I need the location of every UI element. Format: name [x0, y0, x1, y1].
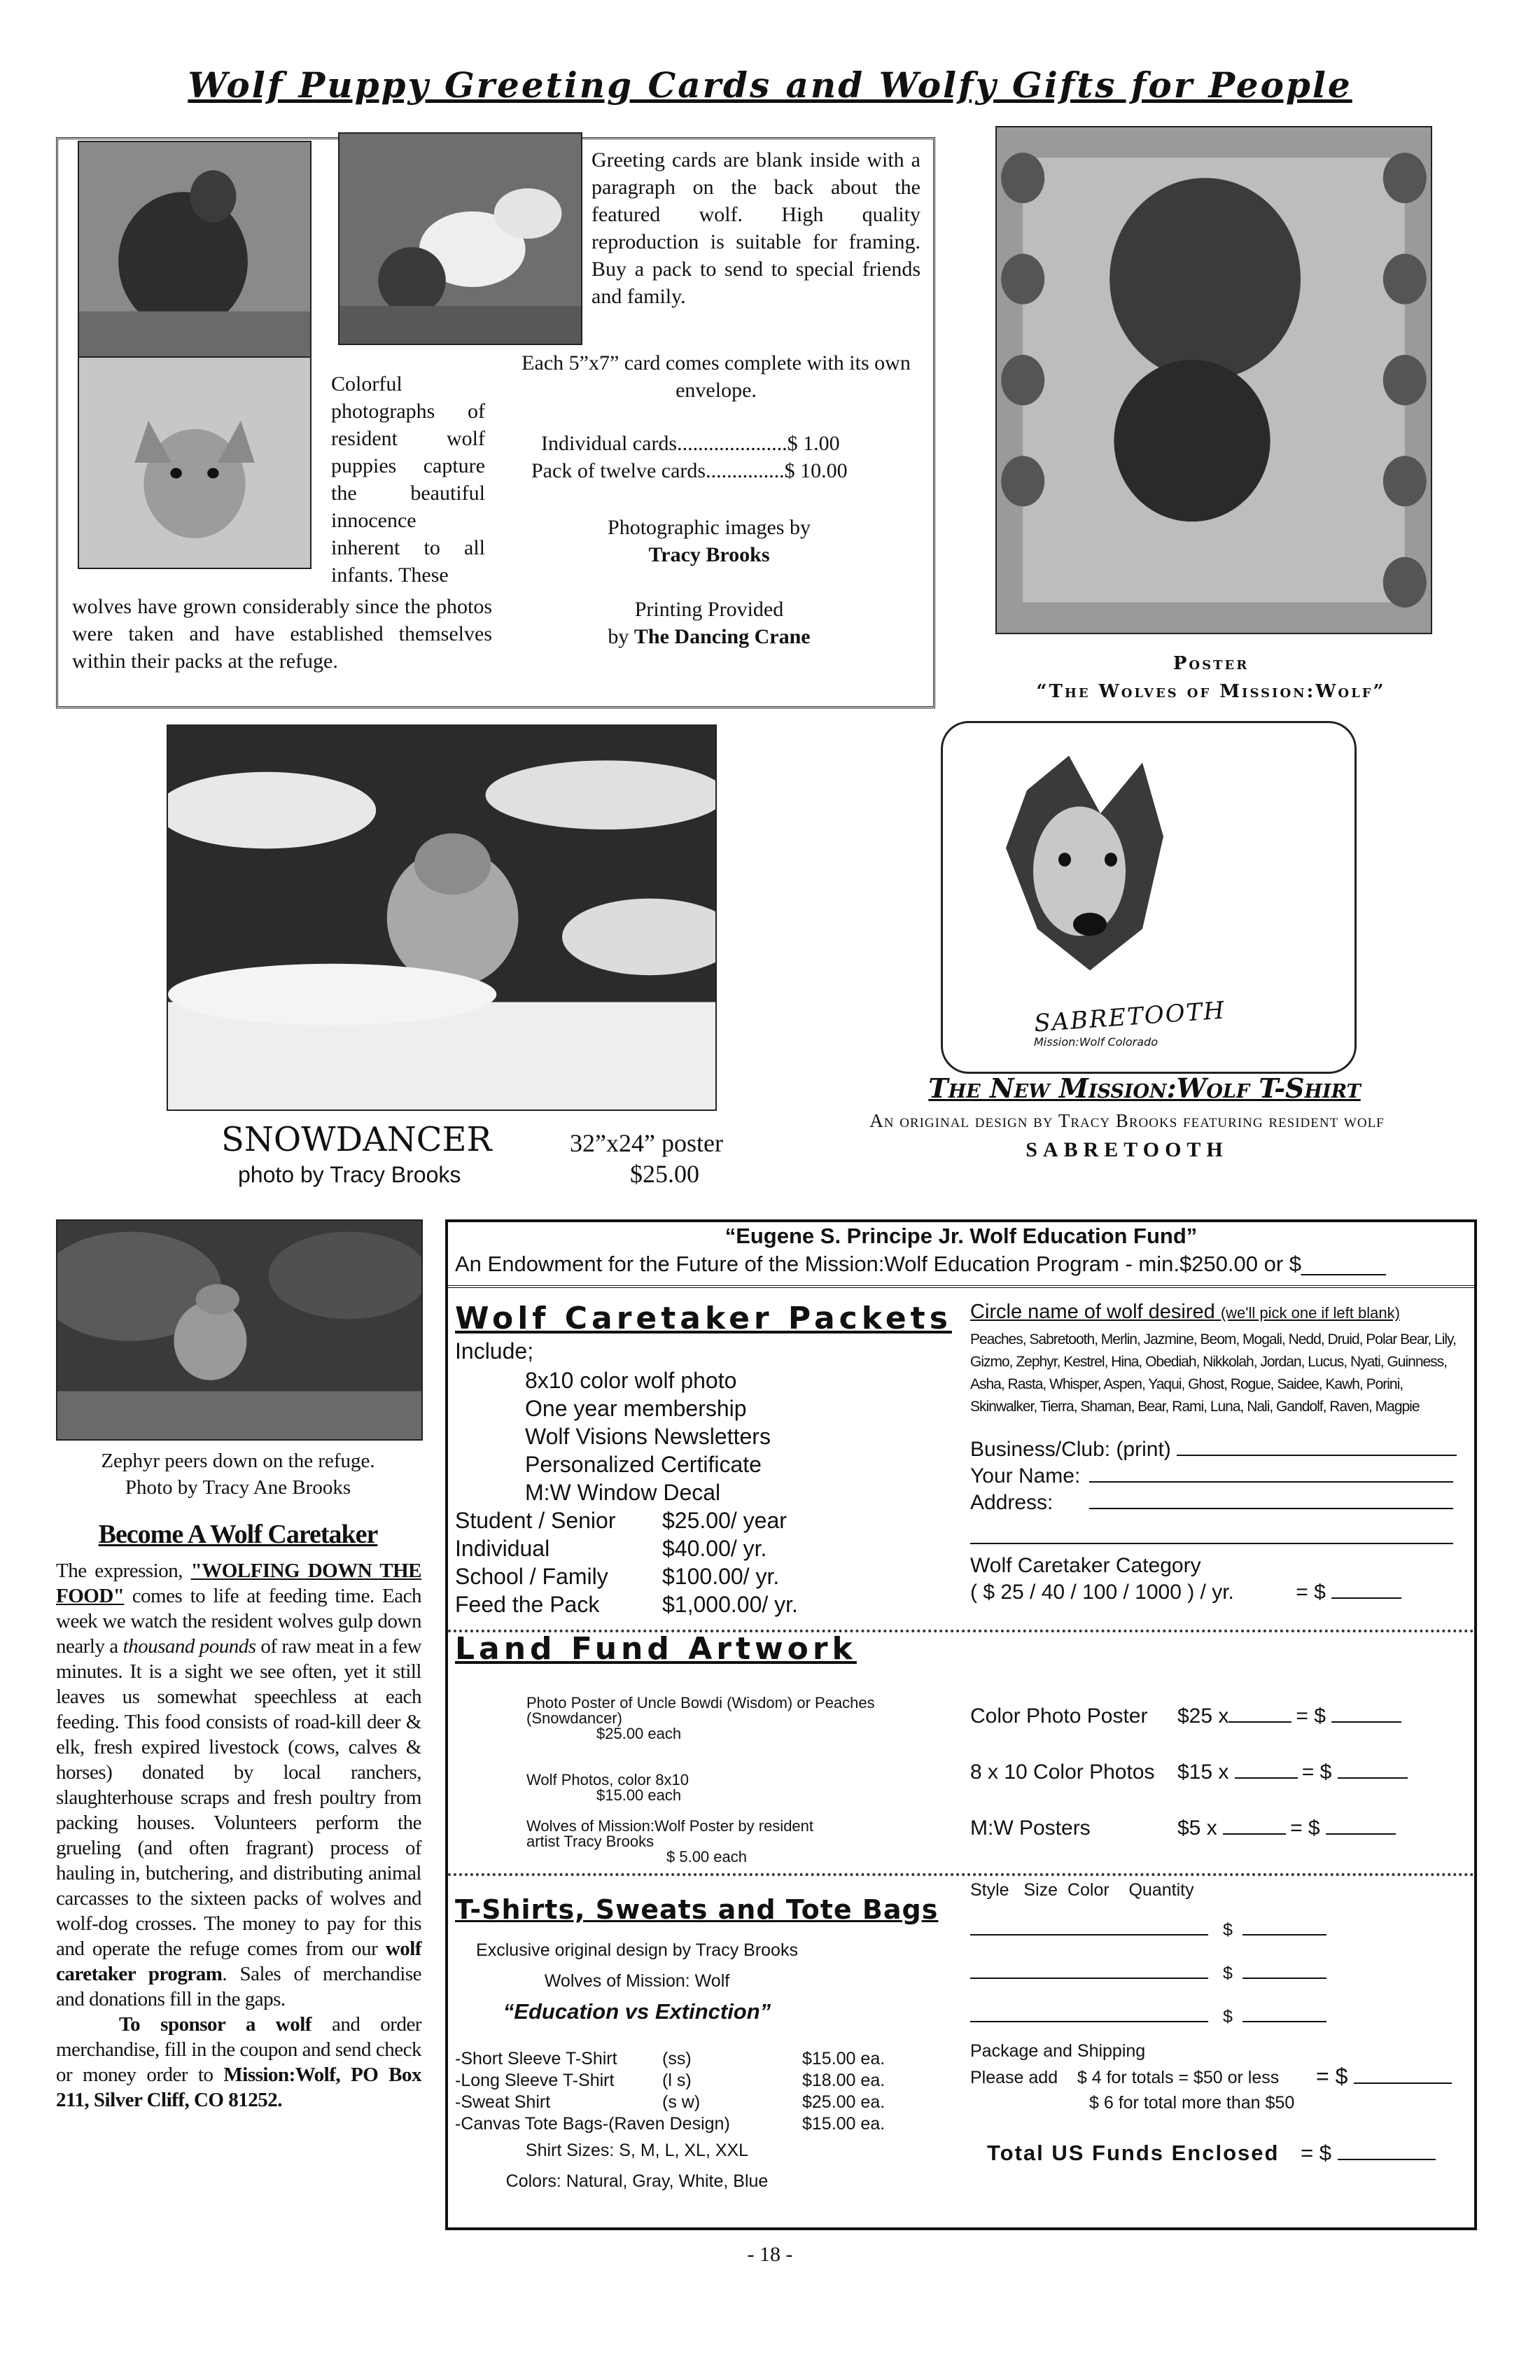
item-price: $18.00 ea. [802, 2071, 886, 2090]
tier-price: $100.00/ yr. [662, 1564, 780, 1589]
price-pack-label: Pack of twelve cards............... [531, 459, 785, 482]
total-row [987, 2141, 1436, 2166]
name-input[interactable] [1089, 1481, 1453, 1483]
packet-tier [455, 1506, 798, 1534]
tshirt-order-line [970, 1908, 1326, 1952]
fund-amount-field[interactable]: _______ [1301, 1252, 1386, 1276]
price-pack-value: $ 10.00 [784, 459, 848, 482]
tshirts-info [462, 1935, 812, 2027]
snowdancer-title: SNOWDANCER [221, 1120, 492, 1159]
amount-input[interactable] [1242, 1934, 1326, 1935]
packets-heading: Wolf Caretaker Packets [455, 1301, 952, 1336]
artwork-desc: Photo Poster of Uncle Bowdi (Wisdom) or Peaches (Snowdancer) [526, 1694, 875, 1727]
dollar-sign: $ [1222, 2007, 1233, 2026]
tshirt-colors: Colors: Natural, Gray, White, Blue [505, 2171, 769, 2191]
snowdancer-credit: photo by Tracy Brooks [238, 1162, 461, 1187]
category-label: Wolf Caretaker Category [970, 1554, 1201, 1577]
article-p2-bold: To sponsor a wolf [119, 2013, 312, 2036]
item-code: (l s) [662, 2071, 692, 2090]
dollar-sign: $ [1222, 1920, 1233, 1940]
tshirts-slogan: “Education vs Extinction” [503, 1999, 771, 2024]
price-individual-label: Individual cards..................... [541, 432, 788, 455]
tshirt-subtitle: An original design by Tracy Brooks featuring resident wolf [869, 1110, 1385, 1131]
style-input[interactable] [970, 2021, 1208, 2022]
shipping-line1: Please add $ 4 for totals = $50 or less [970, 2068, 1280, 2087]
tshirts-line1: Exclusive original design by Tracy Brooks [476, 1940, 798, 1960]
colorful-text-full: wolves have grown considerably since the photos were taken and have established themselves within their packs at the refuge. [72, 595, 492, 673]
total-label: Total US Funds Enclosed [987, 2141, 1280, 2165]
order-rate: $5 x [1177, 1816, 1217, 1840]
snowdancer-photo [167, 724, 717, 1111]
item-price: $25.00 ea. [802, 2092, 886, 2112]
tshirt-item [455, 2092, 885, 2113]
tier-price: $1,000.00/ yr. [662, 1592, 798, 1617]
snowdancer-price: $25.00 [630, 1160, 699, 1188]
order-eq: = $ [1290, 1816, 1320, 1840]
style-input[interactable] [970, 1977, 1208, 1979]
dollar-sign: $ [1222, 1963, 1233, 1983]
article-address: Mission:Wolf, PO Box 211, Silver Cliff, CO 81252. [56, 2064, 421, 2111]
shipping-eq: = $ [1316, 2064, 1348, 2089]
packet-item: 8x10 color wolf photo [525, 1368, 737, 1393]
shipping-amount [1316, 2064, 1452, 2090]
shipping-line2: $ 6 for total more than $50 [1089, 2093, 1295, 2113]
printing-by: by [608, 625, 629, 648]
tshirt-item [455, 2048, 885, 2070]
zephyr-caption [56, 1448, 420, 1501]
page-number: - 18 - [747, 2243, 793, 2266]
amount-input[interactable] [1338, 1777, 1408, 1779]
tshirt-logo-sub: Mission:Wolf Colorado [1034, 1035, 1158, 1049]
order-eq: = $ [1296, 1704, 1326, 1728]
photo-credit-name: Tracy Brooks [648, 543, 770, 566]
poster-line2: “The Wolves of Mission:Wolf” [1036, 681, 1386, 702]
amount-input[interactable] [1326, 1833, 1396, 1835]
address-input[interactable] [1089, 1508, 1453, 1509]
item-name: -Short Sleeve T-Shirt [455, 2049, 617, 2068]
order-label: M:W Posters [970, 1816, 1091, 1840]
artwork-desc: Wolves of Mission:Wolf Poster by resident artist Tracy Brooks [526, 1817, 814, 1850]
poster-line1: Poster [1172, 653, 1250, 674]
price-individual-value: $ 1.00 [787, 432, 840, 455]
cards-description: Greeting cards are blank inside with a paragraph on the back about the featured wolf. High quality reproduction is suitable for framing. Buy a pack to send to special friends and family. [592, 148, 920, 308]
packet-tier [455, 1562, 798, 1590]
business-label: Business/Club: (print) [970, 1438, 1171, 1461]
zephyr-caption-line1: Zephyr peers down on the refuge. [101, 1450, 375, 1472]
tshirt-item [455, 2070, 885, 2092]
price-pack [531, 459, 923, 483]
article-p1-bold: wolf caretaker program [56, 1938, 422, 1985]
item-name: -Long Sleeve T-Shirt [455, 2071, 615, 2090]
amount-input[interactable] [1242, 1977, 1326, 1979]
address-line-2[interactable] [970, 1543, 1453, 1544]
category-equals: = $ [1296, 1581, 1326, 1604]
wolves-poster-image [995, 126, 1432, 634]
tier-name: Individual [455, 1536, 550, 1561]
article-p1-d: . Sales of merchandise and donations fill in the gaps. [56, 1963, 421, 2010]
printing-credit [520, 596, 898, 650]
packet-tiers [455, 1506, 798, 1618]
tshirt-order-line [970, 1995, 1326, 2038]
printing-label: Printing Provided [634, 598, 784, 621]
coyote-pup-photo [78, 356, 312, 569]
packet-tier [455, 1534, 798, 1562]
packet-tier [455, 1590, 798, 1618]
photo-credit [520, 514, 898, 568]
item-price: $15.00 ea. [802, 2114, 886, 2134]
artwork-price: $15.00 each [596, 1786, 682, 1804]
white-puppies-photo [338, 132, 582, 345]
shipping-title: Package and Shipping [970, 2041, 1146, 2061]
tshirt-sizes-colors [462, 2135, 812, 2197]
order-row [970, 1688, 1408, 1744]
circle-wolf-label [970, 1301, 1400, 1324]
cards-envelope-note: Each 5”x7” card comes complete with its own envelope. [522, 351, 911, 402]
address-label: Address: [970, 1491, 1054, 1514]
fund-line [455, 1252, 1467, 1277]
fund-line-text: An Endowment for the Future of the Mission:Wolf Education Program - min.$250.00 or $ [455, 1252, 1302, 1276]
packet-item: Personalized Certificate [525, 1452, 762, 1477]
tier-name: Feed the Pack [455, 1592, 600, 1617]
tshirt-order-line [970, 1952, 1326, 1995]
item-code: (s w) [662, 2092, 701, 2112]
total-eq: = $ [1301, 2141, 1332, 2165]
photo-credit-label: Photographic images by [608, 516, 811, 539]
printing-name: The Dancing Crane [634, 625, 811, 648]
tshirt-order-lines [970, 1908, 1326, 2038]
article-p1-c: of raw meat in a few minutes. It is a sight we see often, yet it still leaves us somewhat speechless at each feeding. This food consists of road-kill deer & elk, fresh expired livestock (cows, calves & horses) donated by local ranchers, slaughterhouse scraps and fresh poultry from packing houses. Volunteers perform the grueling (and often fragrant) process of hauling in, butchering, and distributing animal carcasses to the sixteen packs of wolves and wolf-dog crosses. The money to pay for this and operate the refuge comes from our [56, 1635, 422, 1960]
packets-items [525, 1366, 771, 1506]
order-label: Color Photo Poster [970, 1704, 1148, 1728]
tier-price: $40.00/ yr. [662, 1536, 767, 1561]
circle-note: (we'll pick one if left blank) [1220, 1304, 1400, 1322]
wolf-names-list[interactable]: Peaches, Sabretooth, Merlin, Jazmine, Beom, Mogali, Nedd, Druid, Polar Bear, Lily, Gizmo, Zephyr, Kestrel, Hina, Obediah, Nikkolah, Jordan, Lucus, Nyati, Guinness, Asha, Rasta, Whisper, Aspen, Yaqui, Ghost, Rogue, Saidee, Kawh, Porini, Skinwalker, Tierra, Shaman, Bear, Rami, Luna, Nali, Gandolf, Raven, Magpie [970, 1331, 1456, 1415]
artwork-desc: Wolf Photos, color 8x10 [526, 1771, 689, 1788]
packets-include: Include; [455, 1338, 534, 1364]
printing-line [520, 623, 898, 650]
order-row [970, 1800, 1408, 1856]
total-input[interactable] [1338, 2159, 1436, 2160]
tshirt-logo-text: SABRETOOTH [1032, 996, 1227, 1038]
business-field [970, 1438, 1457, 1462]
order-rate: $25 x [1177, 1704, 1229, 1728]
price-individual [541, 432, 919, 456]
tshirts-items [455, 2048, 885, 2135]
name-field [970, 1464, 1453, 1488]
order-form [445, 1219, 1477, 2230]
greeting-cards-box [56, 137, 935, 708]
artwork-item-2 [526, 1772, 890, 1803]
tshirt-order-header: Style Size Color Quantity [970, 1880, 1194, 1900]
dotted-divider-2 [448, 1873, 1474, 1876]
zephyr-photo [56, 1219, 423, 1441]
tshirt-sizes: Shirt Sizes: S, M, L, XL, XXL [525, 2141, 749, 2160]
amount-input[interactable] [1331, 1721, 1401, 1723]
qty-input[interactable] [1228, 1721, 1292, 1723]
tshirt-wolf-name: SABRETOOTH [1026, 1138, 1228, 1161]
article-p1-a: The expression, [56, 1560, 183, 1582]
tshirts-line2: Wolves of Mission: Wolf [544, 1971, 730, 1991]
item-name: -Canvas Tote Bags-(Raven Design) [455, 2114, 730, 2134]
artwork-item-1 [526, 1695, 890, 1742]
wolf-puppy-howling-photo [78, 141, 312, 360]
tshirt-logo-frame [941, 721, 1357, 1074]
artwork-item-3 [526, 1819, 820, 1865]
packet-item: Wolf Visions Newsletters [525, 1424, 771, 1449]
qty-input[interactable] [1223, 1833, 1286, 1835]
item-price: $15.00 ea. [802, 2049, 886, 2068]
snowdancer-size: 32”x24” poster [570, 1129, 723, 1157]
address-field [970, 1491, 1453, 1515]
page-title: Wolf Puppy Greeting Cards and Wolfy Gifts for People [188, 64, 1352, 106]
category-options-text: ( $ 25 / 40 / 100 / 1000 ) / yr. [970, 1581, 1234, 1604]
business-input[interactable] [1177, 1455, 1457, 1456]
artwork-price: $25.00 each [596, 1725, 682, 1742]
artwork-heading: Land Fund Artwork [455, 1631, 857, 1667]
artwork-order [970, 1688, 1408, 1856]
order-eq: = $ [1301, 1760, 1332, 1784]
zephyr-caption-line2: Photo by Tracy Ane Brooks [125, 1476, 351, 1499]
tshirts-heading: T-Shirts, Sweats and Tote Bags [455, 1894, 939, 1925]
colorful-text-wrap: Colorful photographs of resident wolf puppies capture the beautiful innocence inherent to all infants. These [331, 372, 485, 587]
category-amount-input[interactable] [1331, 1597, 1401, 1599]
shipping-input[interactable] [1354, 2082, 1452, 2084]
tshirt-title: The New Mission:Wolf T-Shirt [928, 1072, 1361, 1104]
category-options [970, 1581, 1401, 1604]
order-row [970, 1744, 1408, 1800]
amount-input[interactable] [1242, 2021, 1326, 2022]
article-p2-a: and order merchandise, fill in the coupon and send check or money order to [56, 2013, 421, 2086]
style-input[interactable] [970, 1934, 1208, 1935]
article-p1-em: thousand pounds [122, 1635, 256, 1658]
article-p1-b: comes to life at feeding time. Each week we watch the resident wolves gulp down nearly a [56, 1585, 421, 1658]
item-name: -Sweat Shirt [455, 2092, 551, 2112]
packet-item: M:W Window Decal [525, 1480, 721, 1505]
qty-input[interactable] [1235, 1777, 1298, 1779]
name-label: Your Name: [970, 1464, 1081, 1488]
article-quote: "WOLFING DOWN THE FOOD" [56, 1560, 421, 1607]
packet-item: One year membership [525, 1396, 747, 1421]
caretaker-article-body [56, 1558, 421, 2113]
tier-price: $25.00/ year [662, 1508, 787, 1533]
order-label: 8 x 10 Color Photos [970, 1760, 1155, 1784]
tier-name: Student / Senior [455, 1508, 616, 1533]
item-code: (ss) [662, 2049, 692, 2068]
caretaker-heading: Become A Wolf Caretaker [98, 1520, 378, 1549]
poster-caption [980, 650, 1442, 706]
tier-name: School / Family [455, 1564, 608, 1589]
artwork-price: $ 5.00 each [666, 1848, 747, 1865]
fund-title: “Eugene S. Principe Jr. Wolf Education Fund” [724, 1224, 1198, 1248]
tshirt-item [455, 2113, 885, 2135]
circle-label: Circle name of wolf desired [970, 1301, 1215, 1323]
order-rate: $15 x [1177, 1760, 1229, 1784]
fund-divider [448, 1285, 1474, 1288]
